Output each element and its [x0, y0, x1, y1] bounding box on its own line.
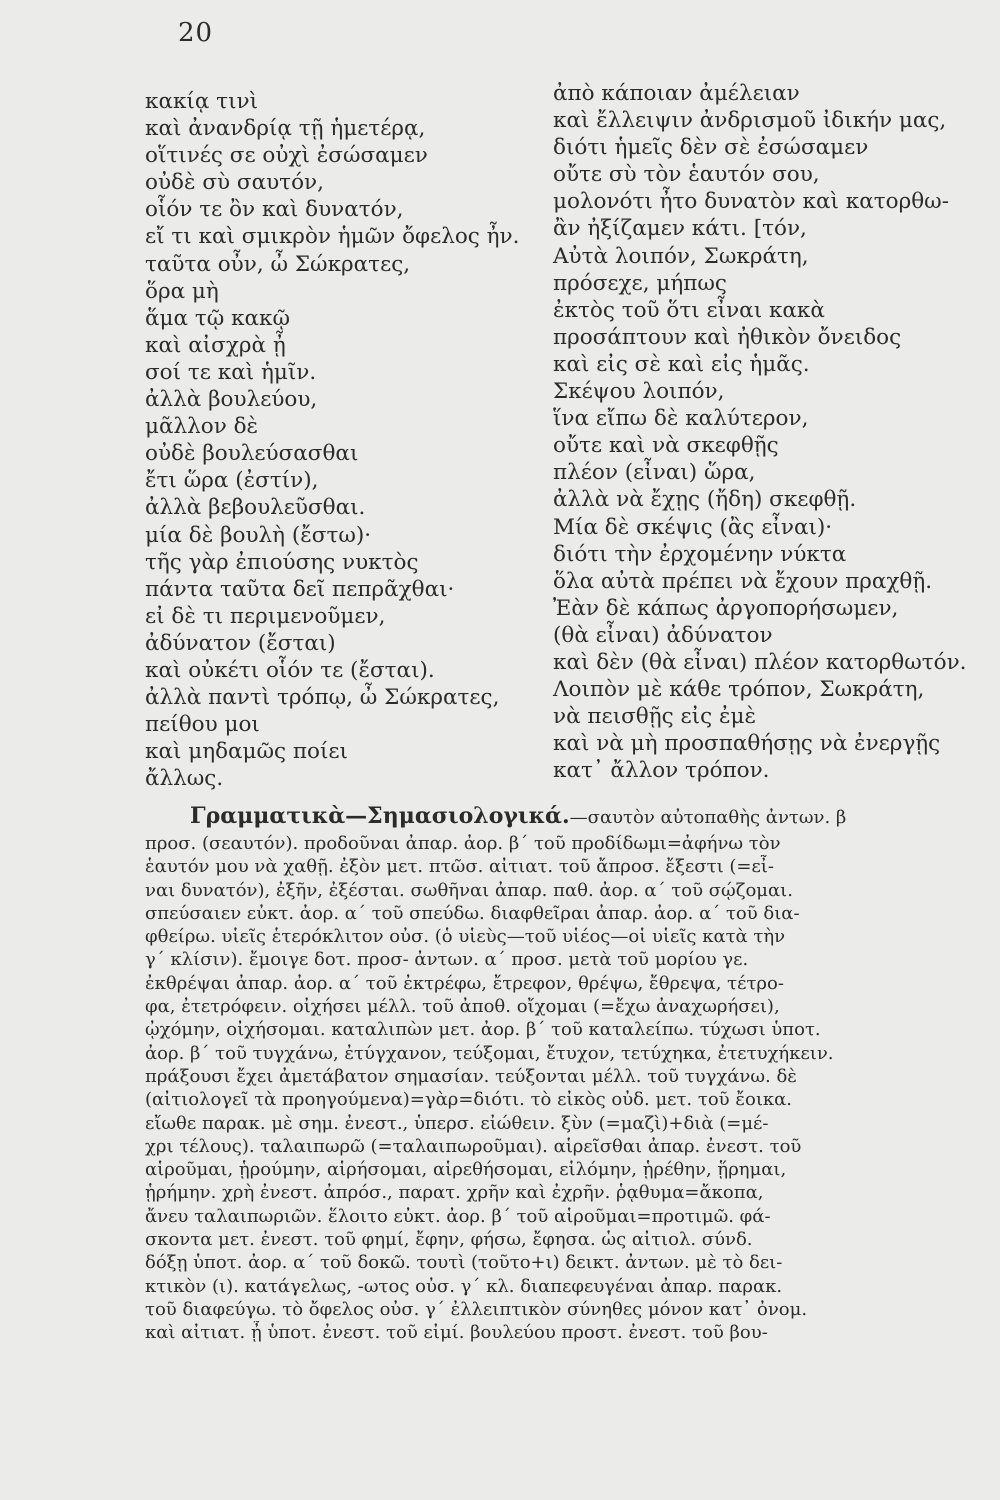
translation-line: διότι τὴν ἐρχομένην νύκτα: [553, 541, 847, 567]
page-number: 20: [178, 18, 214, 48]
translation-line: ἐκτὸς τοῦ ὅτι εἶναι κακὰ: [553, 297, 825, 323]
greek-line: εἰ δὲ τι περιμενοῦμεν,: [145, 603, 386, 629]
notes-line: δόξῃ ὑποτ. ἀορ. α΄ τοῦ δοκῶ. τουτὶ (τοῦτο+ι) δεικτ. ἀντων. μὲ τὸ δει-: [145, 1252, 783, 1274]
notes-line: εἴωθε παρακ. μὲ σημ. ἐνεστ., ὑπερσ. εἰώθειν. ξὺν (=μαζὶ)+διὰ (=μέ-: [145, 1112, 769, 1134]
greek-line: καὶ οὐκέτι οἷόν τε (ἔσται).: [145, 657, 435, 683]
translation-line: διότι ἡμεῖς δὲν σὲ ἐσώσαμεν: [553, 135, 869, 161]
translation-line: καὶ ἔλλειψιν ἀνδρισμοῦ ἰδικήν μας,: [553, 108, 947, 134]
notes-line: τοῦ διαφεύγω. τὸ ὄφελος οὐσ. γ΄ ἐλλειπτικὸν σύνηθες μόνον κατ᾽ ὀνομ.: [145, 1298, 808, 1320]
notes-line: σπεύσαιεν εὐκτ. ἀορ. α΄ τοῦ σπεύδω. διαφθεῖραι ἀπαρ. ἀορ. α΄ τοῦ δια-: [145, 902, 800, 924]
translation-line: προσάπτουν καὶ ἠθικὸν ὄνειδος: [553, 324, 902, 350]
greek-line: μᾶλλον δὲ: [145, 414, 259, 440]
translation-line: ὅλα αὐτὰ πρέπει νὰ ἔχουν πραχθῇ.: [553, 568, 933, 594]
notes-line: ἐκθρέψαι ἀπαρ. ἀορ. α΄ τοῦ ἐκτρέφω, ἔτρεφον, θρέψω, ἔθρεψα, τέτρο-: [145, 972, 784, 994]
translation-line: ἵνα εἴπω δὲ καλύτερον,: [553, 406, 809, 432]
notes-line: προσ. (σεαυτόν). προδοῦναι ἀπαρ. ἀορ. β΄ τοῦ προδίδωμι=ἀφήνω τὸν: [145, 833, 781, 854]
notes-line: ἀορ. β΄ τοῦ τυγχάνω, ἐτύγχανον, τεύξομαι, ἔτυχον, τετύχηκα, ἐτετυχήκειν.: [145, 1042, 834, 1064]
greek-line: οὐδὲ βουλεύσασθαι: [145, 441, 359, 467]
greek-line: οἵτινές σε οὐχὶ ἐσώσαμεν: [145, 143, 428, 169]
greek-line: καὶ αἰσχρὰ ᾖ: [145, 332, 286, 358]
notes-line: πράξουσι ἔχει ἀμετάβατον σημασίαν. τεύξονται μέλλ. τοῦ τυγχάνω. δὲ: [145, 1065, 797, 1087]
translation-column: [553, 80, 967, 784]
notes-line: γ΄ κλίσιν). ἔμοιγε δοτ. προσ- ἀντων. α΄ προσ. μετὰ τοῦ μορίου γε.: [145, 949, 749, 971]
notes-body: [145, 832, 945, 1345]
notes-line: αἱροῦμαι, ᾑρούμην, αἱρήσομαι, αἱρεθήσομαι, εἱλόμην, ᾑρέθην, ᾕρημαι,: [145, 1159, 787, 1181]
translation-line: καὶ δὲν (θὰ εἶναι) πλέον κατορθωτόν.: [553, 649, 967, 675]
notes-line: ᾠχόμην, οἰχήσομαι. καταλιπὼν μετ. ἀορ. β΄ τοῦ καταλείπω. τύχωσι ὑποτ.: [145, 1019, 821, 1041]
translation-line: πρόσεχε, μήπως: [553, 270, 727, 296]
grammar-notes: [145, 800, 945, 1345]
greek-line: ἄλλως.: [145, 766, 224, 792]
notes-heading: Γραμματικὰ—Σημασιολογικά.: [190, 803, 570, 829]
notes-first-line: [145, 800, 945, 832]
translation-line: ἂν ἠξίζαμεν κάτι. [τόν,: [553, 216, 807, 242]
translation-line: καὶ νὰ μὴ προσπαθήσῃς νὰ ἐνεργῇς: [553, 731, 941, 757]
translation-line: Λοιπὸν μὲ κάθε τρόπον, Σωκράτη,: [553, 677, 925, 703]
greek-line: πείθου μοι: [145, 712, 260, 738]
translation-line: Ἐὰν δὲ κάπως ἀργοπορήσωμεν,: [553, 595, 899, 621]
greek-line: πάντα ταῦτα δεῖ πεπρᾶχθαι·: [145, 576, 455, 602]
greek-line: ὅρα μὴ: [145, 278, 219, 304]
notes-line: (αἰτιολογεῖ τὰ προηγούμενα)=γὰρ=διότι. τὸ εἰκὸς οὐδ. μετ. τοῦ ἔοικα.: [145, 1089, 793, 1111]
greek-line: ταῦτα οὖν, ὦ Σώκρατες,: [145, 251, 411, 277]
translation-line: Αὐτὰ λοιπόν, Σωκράτη,: [553, 243, 809, 269]
greek-line: καὶ μηδαμῶς ποίει: [145, 739, 348, 765]
notes-line: καὶ αἰτιατ. ᾖ ὑποτ. ἐνεστ. τοῦ εἰμί. βουλεύου προστ. ἐνεστ. τοῦ βου-: [145, 1322, 768, 1344]
greek-line: σοί τε καὶ ἡμῖν.: [145, 359, 317, 385]
greek-line: οὐδὲ σὺ σαυτόν,: [145, 170, 324, 196]
greek-original-column: [145, 88, 519, 792]
greek-line: εἴ τι καὶ σμικρὸν ἡμῶν ὄφελος ἦν.: [145, 224, 520, 250]
greek-line: καὶ ἀνανδρίᾳ τῇ ἡμετέρᾳ,: [145, 116, 426, 142]
greek-line: μία δὲ βουλὴ (ἔστω)·: [145, 522, 372, 548]
translation-line: πλέον (εἶναι) ὥρα,: [553, 460, 756, 486]
translation-line: οὔτε σὺ τὸν ἑαυτόν σου,: [553, 162, 820, 188]
translation-line: (θὰ εἶναι) ἀδύνατον: [553, 622, 773, 648]
greek-line: ἀδύνατον (ἔσται): [145, 630, 336, 656]
notes-line: κτικὸν (ι). κατάγελως, -ωτος οὐσ. γ΄ κλ. διαπεφευγέναι ἀπαρ. παρακ.: [145, 1275, 783, 1297]
greek-line: οἷόν τε ὂν καὶ δυνατόν,: [145, 197, 404, 223]
greek-line: ἅμα τῷ κακῷ: [145, 305, 291, 331]
greek-line: τῆς γὰρ ἐπιούσης νυκτὸς: [145, 549, 419, 575]
notes-line: ἑαυτόν μου νὰ χαθῇ. ἐξὸν μετ. πτῶσ. αἰτιατ. τοῦ ἄπροσ. ἔξεστι (=εἶ-: [145, 856, 774, 878]
notes-first-rest: —σαυτὸν αὐτοπαθὴς ἀντων. β: [569, 807, 847, 828]
translation-line: ἀλλὰ νὰ ἔχῃς (ἤδη) σκεφθῇ.: [553, 487, 857, 513]
notes-line: ναι δυνατόν), ἐξῆν, ἐξέσται. σωθῆναι ἀπαρ. παθ. ἀορ. α΄ τοῦ σῴζομαι.: [145, 879, 793, 901]
translation-line: ἀπὸ κάποιαν ἀμέλειαν: [553, 81, 800, 106]
greek-line: ἀλλὰ βουλεύου,: [145, 387, 318, 413]
greek-line: ἀλλὰ βεβουλεῦσθαι.: [145, 495, 366, 521]
notes-line: σκοντα μετ. ἐνεστ. τοῦ φημί, ἔφην, φήσω, ἔφησα. ὡς αἰτιολ. σύνδ.: [145, 1229, 753, 1251]
notes-line: φθείρω. υἱεῖς ἑτερόκλιτον οὐσ. (ὁ υἱεὺς—τοῦ υἱέος—οἱ υἱεῖς κατὰ τὴν: [145, 926, 786, 948]
translation-line: κατ᾽ ἄλλον τρόπον.: [553, 758, 770, 784]
greek-line: ἔτι ὥρα (ἐστίν),: [145, 468, 319, 494]
notes-line: χρι τέλους). ταλαιπωρῶ (=ταλαιπωροῦμαι). αἱρεῖσθαι ἀπαρ. ἐνεστ. τοῦ: [145, 1135, 802, 1157]
translation-line: καὶ εἰς σὲ καὶ εἰς ἡμᾶς.: [553, 351, 810, 377]
notes-line: ᾑρήμην. χρὴ ἐνεστ. ἀπρόσ., παρατ. χρῆν καὶ ἐχρῆν. ῥᾳθυμα=ἄκοπα,: [145, 1182, 764, 1204]
notes-line: φα, ἐτετρόφειν. οἰχήσει μέλλ. τοῦ ἀποθ. οἴχομαι (=ἔχω ἀναχωρήσει),: [145, 996, 780, 1018]
translation-line: νὰ πεισθῇς εἰς ἐμὲ: [553, 704, 756, 730]
greek-line: ἀλλὰ παντὶ τρόπῳ, ὦ Σώκρατες,: [145, 685, 500, 711]
greek-line: κακίᾳ τινὶ: [145, 89, 259, 114]
translation-line: Σκέψου λοιπόν,: [553, 379, 725, 405]
translation-line: Μία δὲ σκέψις (ἂς εἶναι)·: [553, 514, 833, 540]
notes-line: ἄνευ ταλαιπωριῶν. ἕλοιτο εὐκτ. ἀορ. β΄ τοῦ αἱροῦμαι=προτιμῶ. φά-: [145, 1205, 771, 1227]
translation-line: οὔτε καὶ νὰ σκεφθῇς: [553, 433, 779, 459]
translation-line: μολονότι ἦτο δυνατὸν καὶ κατορθω-: [553, 189, 949, 215]
